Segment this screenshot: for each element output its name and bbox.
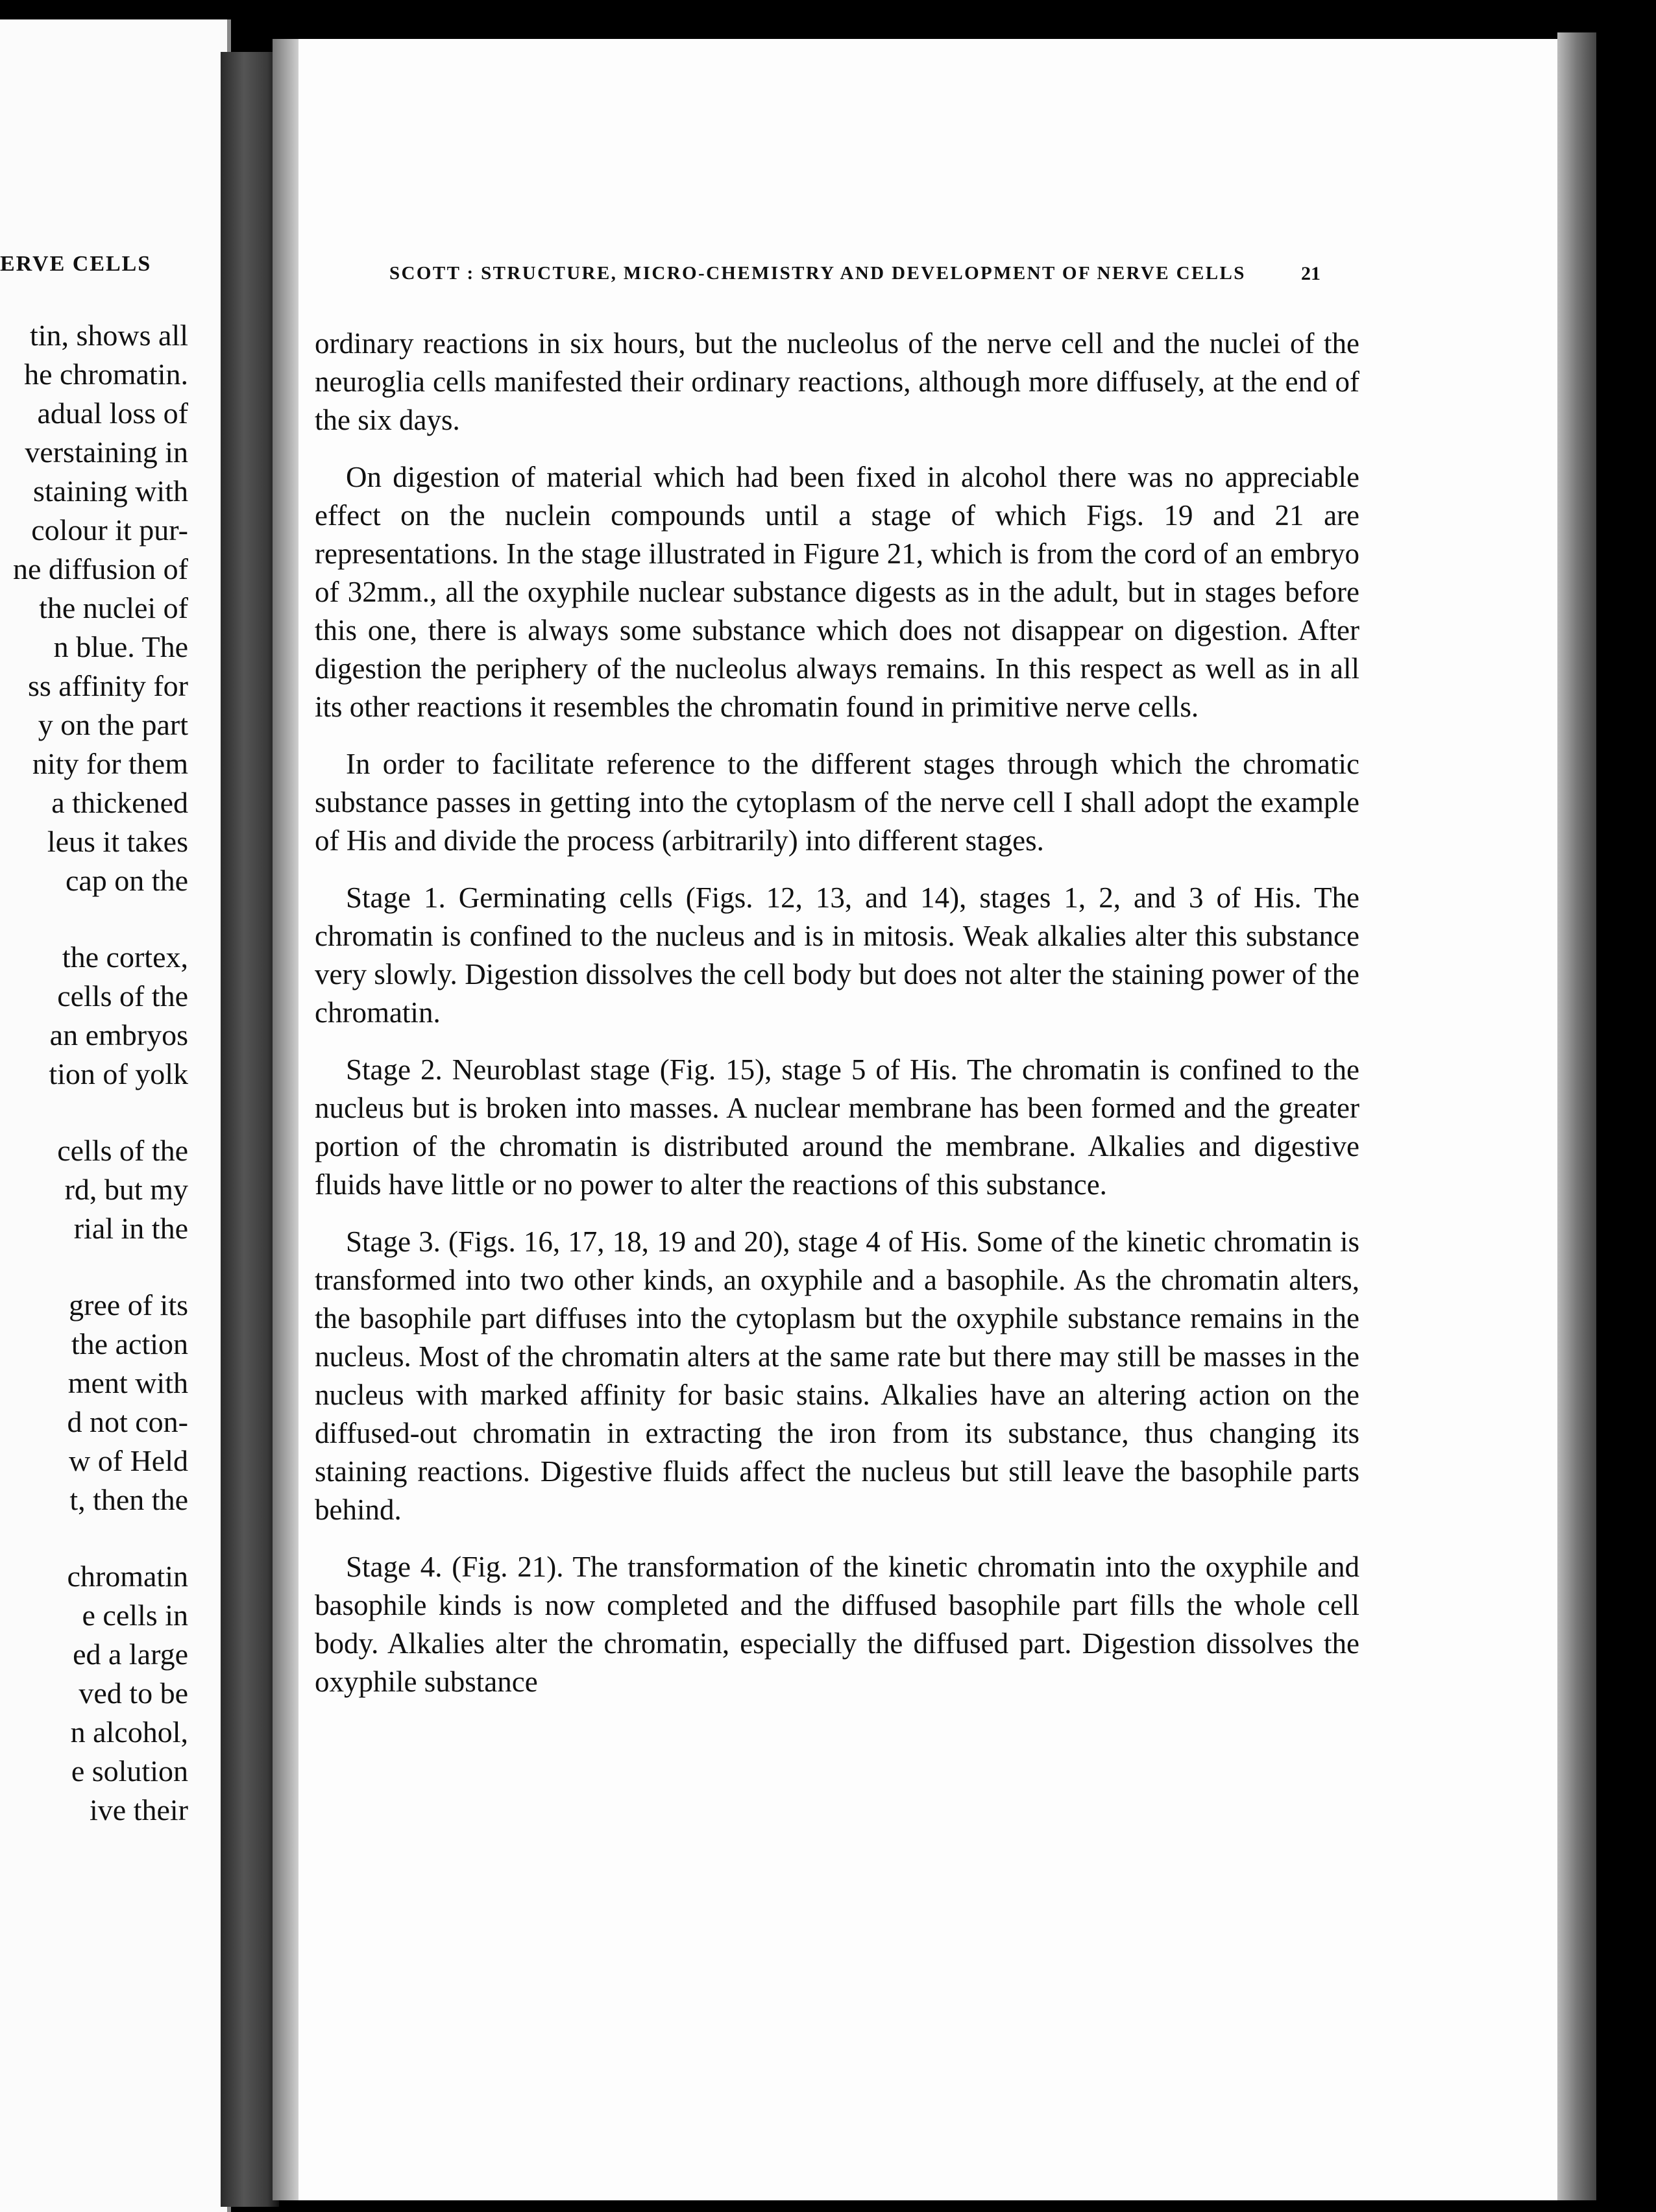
left-page-line: cap on the [65, 864, 188, 897]
paragraph: Stage 3. (Figs. 16, 17, 18, 19 and 20), stage 4 of His. Some of the kinetic chromatin is transformed into two other kinds, an oxyphile and a basophile. As the chromatin alters, the basophile part diffuses into the cytoplasm but the oxyphile substance remains in the nucleus. Most of the chromatin alters at the same rate but there may still be masses in the nucleus with marked affinity for basic stains. Alkalies have an altering action on the diffused-out chromatin in extracting the iron from its substance, thus changing its staining reactions. Digestive fluids affect the nucleus but still leave the basophile parts behind. [315, 1225, 1359, 1526]
paragraph: Stage 4. (Fig. 21). The transformation of the kinetic chromatin into the oxyphile and basophile kinds is now completed and the diffused basophile part fills the whole cell body. Alkalies alter the chromatin, especially the diffused part. Digestion dissolves the oxyphile substance [315, 1551, 1359, 1698]
paragraph: Stage 2. Neuroblast stage (Fig. 15), stage 5 of His. The chromatin is confined to the nucleus but is broken into masses. A nuclear membrane has been formed and the greater portion of the chromatin is distributed around the membrane. Alkalies and digestive fluids have little or no power to alter the reactions of this substance. [315, 1053, 1359, 1201]
left-page-line: ive their [90, 1793, 188, 1826]
left-page-line: chromatin [67, 1560, 188, 1593]
left-page-line: w of Held [69, 1444, 188, 1477]
left-page-line: the cortex, [62, 940, 188, 974]
book-gutter [221, 52, 279, 2207]
left-page-line: ed a large [73, 1638, 188, 1671]
running-title: SCOTT : STRUCTURE, MICRO-CHEMISTRY AND DEVELOPMENT OF NERVE CELLS [389, 263, 1246, 284]
left-page-line: nity for them [32, 747, 188, 780]
left-page-line: the nuclei of [39, 591, 188, 624]
left-page-line: ss affinity for [27, 669, 188, 702]
left-page-line: adual loss of [37, 397, 188, 430]
left-page-line: tin, shows all [29, 319, 188, 352]
left-page-line: cells of the [57, 979, 188, 1013]
right-page [286, 39, 1570, 2200]
left-page-line: he chromatin. [24, 358, 188, 391]
left-page-line: the action [71, 1327, 188, 1360]
left-page-line: ved to be [79, 1677, 188, 1710]
left-page-line: e cells in [82, 1599, 188, 1632]
left-page-line: tion of yolk [49, 1057, 188, 1090]
left-page-line: verstaining in [25, 436, 188, 469]
page-edge [1557, 32, 1596, 2200]
left-page-line: e solution [71, 1754, 188, 1788]
left-page-line: colour it pur- [31, 513, 188, 547]
left-page-line: cells of the [57, 1134, 188, 1167]
left-page-line: a thickened [51, 786, 188, 819]
left-page-line: n blue. The [53, 630, 188, 663]
left-page-line: ment with [67, 1366, 188, 1399]
left-page-line: staining with [33, 474, 188, 508]
gutter-shadow [273, 39, 298, 2200]
paragraph: In order to facilitate reference to the different stages through which the chromatic substance passes in getting into the cytoplasm of the nerve cell I shall adopt the example of His and divide the process (arbitrarily) into different stages. [315, 748, 1359, 857]
left-page-line: leus it takes [47, 825, 188, 858]
left-page-running-head: ERVE CELLS [0, 252, 152, 276]
left-page [0, 19, 231, 2212]
paragraph: ordinary reactions in six hours, but the nucleolus of the nerve cell and the nuclei of the neuroglia cells manifested their ordinary reactions, although more diffusely, at the end of the six days. [315, 327, 1359, 436]
left-page-line: n alcohol, [70, 1715, 188, 1749]
page-number: 21 [1301, 263, 1321, 284]
left-page-line: rd, but my [64, 1173, 188, 1206]
left-page-line: an embryos [49, 1018, 188, 1051]
left-page-line: d not con- [67, 1405, 188, 1438]
left-page-line: rial in the [73, 1212, 188, 1245]
left-page-line: ne diffusion of [12, 552, 188, 585]
paragraph: Stage 1. Germinating cells (Figs. 12, 13, and 14), stages 1, 2, and 3 of His. The chromatin is confined to the nucleus and is in mitosis. Weak alkalies alter this substance very slowly. Digestion dissolves the cell body but does not alter the staining power of the chromatin. [315, 881, 1359, 1029]
left-page-line: y on the part [38, 708, 188, 741]
paragraph: On digestion of material which had been fixed in alcohol there was no appreciable effect on the nuclein compounds until a stage of which Figs. 19 and 21 are representations. In the stage illustrated in Figure 21, which is from the cord of an embryo of 32mm., all the oxyphile nuclear substance digests as in the adult, but in stages before this one, there is always some substance which does not disappear on digestion. After digestion the periphery of the nucleolus always remains. In this respect as well as in all its other reactions it resembles the chromatin found in primitive nerve cells. [315, 461, 1359, 723]
left-page-line: t, then the [69, 1483, 188, 1516]
left-page-line: gree of its [69, 1288, 188, 1321]
body-text [315, 325, 1359, 1720]
